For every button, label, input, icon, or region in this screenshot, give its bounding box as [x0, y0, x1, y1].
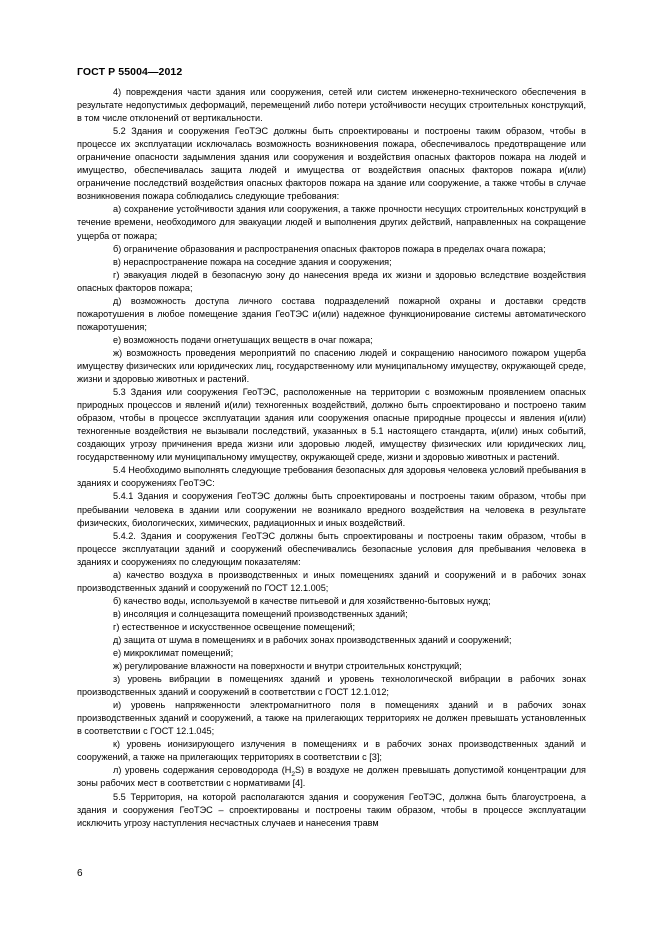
list-item-e: е) возможность подачи огнетушащих веществ в очаг пожара;: [113, 334, 373, 345]
paragraph-damage-item-4: 4) повреждения части здания или сооружения, сетей или систем инженерно-технического обеспечения в результате недопустимых деформаций, перемещений либо потери устойчивости несущих строительных конструкций, в том числе отклонений от вертикальности.: [77, 87, 586, 124]
paragraph-5-5: 5.5 Территория, на которой располагаются здания и сооружения ГеоТЭС, должна быть благоустроена, а здания и сооружения ГеоТЭС – спроектированы и построены таким образом, чтобы в процессе эксплуатации исключить угрозу наступления несчастных случаев и нанесения травм: [77, 791, 586, 828]
indicator-item-k: к) уровень ионизирующего излучения в помещениях и в рабочих зонах производственных зданий и сооружений, а также на прилегающих территориях в соответствии с [3];: [77, 739, 586, 763]
indicator-item-a: а) качество воздуха в производственных и иных помещениях зданий и сооружений и в рабочих зонах производственных зданий и сооружений по ГОСТ 12.1.005;: [77, 569, 586, 593]
list-item-g: г) эвакуация людей в безопасную зону до нанесения вреда их жизни и здоровью вследствие воздействия опасных факторов пожара;: [77, 269, 586, 293]
h2s-text-before: л) уровень содержания сероводорода (H: [113, 765, 292, 776]
list-item-d: д) возможность доступа личного состава подразделений пожарной охраны и доставки средств пожаротушения в любое помещение здания ГеоТЭС и(или) надежное функционирование системы автоматического пожаротушения;: [77, 295, 586, 332]
paragraph-5-4-1: 5.4.1 Здания и сооружения ГеоТЭС должны быть спроектированы и построены таким образом, чтобы при пребывании человека в здании или сооружении не возникало вредного воздействия на человека в результате физических, биологических, химических, радиационных и иных воздействий.: [77, 491, 586, 528]
paragraph-5-2: 5.2 Здания и сооружения ГеоТЭС должны быть спроектированы и построены таким образом, чтобы в процессе их эксплуатации исключалась возможность возникновения пожара, обеспечивалось предотвращение или ограничение опасности задымления здания или сооружения и воздействия опасных факторов пожара на людей и имущество, обеспечивалась защита людей и имущества от воздействия опасных факторов пожара и(или) ограничение последствий воздействия опасных факторов пожара на здание или сооружение, а также чтобы в случае возникновения пожара соблюдались следующие требования:: [77, 126, 586, 202]
indicator-item-v: в) инсоляция и солнцезащита помещений производственных зданий;: [113, 608, 408, 619]
page-number: 6: [77, 868, 83, 879]
document-code-header: ГОСТ Р 55004—2012: [77, 66, 183, 78]
indicator-item-i: и) уровень напряженности электромагнитного поля в помещениях зданий и в рабочих зонах производственных зданий и сооружений, а также на прилегающих территориях не должен превышать установленных в соответствии с ГОСТ 12.1.045;: [77, 700, 586, 737]
indicator-item-e: е) микроклимат помещений;: [113, 648, 234, 659]
indicator-item-b: б) качество воды, используемой в качестве питьевой и для хозяйственно-бытовых нужд;: [113, 595, 491, 606]
indicator-item-d: д) защита от шума в помещениях и в рабочих зонах производственных зданий и сооружений;: [113, 634, 512, 645]
list-item-b: б) ограничение образования и распространения опасных факторов пожара в пределах очага пожара;: [113, 243, 546, 254]
h2s-subscript: 2: [291, 771, 296, 779]
paragraph-5-3: 5.3 Здания или сооружения ГеоТЭС, расположенные на территории с возможным проявлением опасных природных процессов и явлений и(или) техногенных воздействий, должно быть спроектировано и построено таким образом, чтобы в процессе эксплуатации здания или сооружения опасные природные процессы и явления и(или) техногенные воздействия не вызывали последствий, указанных в 5.1 настоящего стандарта, и(или) иных событий, создающих угрозу причинения вреда жизни или здоровью людей, имуществу физических или юридических лиц, государственному или муниципальному имуществу, окружающей среде, жизни и здоровью животных и растений.: [77, 387, 586, 463]
h2s-text-after: S) в воздухе не должен превышать допустимой концентрации для зоны рабочих мест в соответствии с нормативами [4].: [77, 765, 586, 789]
paragraph-5-4: 5.4 Необходимо выполнять следующие требования безопасных для здоровья человека условий пребывания в зданиях и сооружениях ГеоТЭС:: [77, 465, 586, 489]
indicator-item-zh: ж) регулирование влажности на поверхности и внутри строительных конструкций;: [113, 661, 462, 672]
indicator-item-g: г) естественное и искусственное освещение помещений;: [113, 621, 356, 632]
list-item-v: в) нераспространение пожара на соседние здания и сооружения;: [113, 256, 392, 267]
list-item-zh: ж) возможность проведения мероприятий по спасению людей и сокращению наносимого пожаром ущерба имуществу физических или юридических лиц, государственному или муниципальному имуществу, окружающей среде, жизни и здоровью животных и растений.: [77, 347, 586, 385]
document-body: [77, 86, 586, 830]
list-item-a: а) сохранение устойчивости здания или сооружения, а также прочности несущих строительных конструкций в течение времени, необходимого для эвакуации людей и выполнения других действий, направленных на сокращение ущерба от пожара;: [77, 204, 586, 241]
indicator-item-l: [77, 764, 586, 790]
paragraph-5-4-2: 5.4.2. Здания и сооружения ГеоТЭС должны быть спроектированы и построены таким образом, чтобы в процессе эксплуатации зданий и сооружений обеспечивались безопасные условия для пребывания человека в зданиях и сооружениях по следующим показателям:: [77, 530, 586, 567]
indicator-item-z: з) уровень вибрации в помещениях зданий и уровень технологической вибрации в рабочих зонах производственных зданий и сооружений в соответствии с ГОСТ 12.1.012;: [77, 674, 586, 698]
